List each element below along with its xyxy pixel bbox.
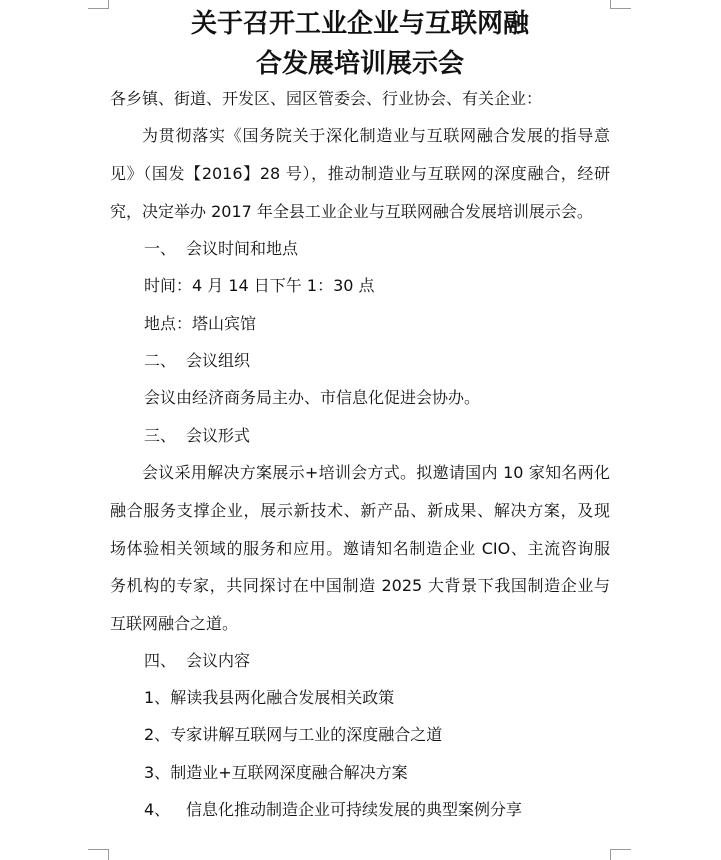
section-2-heading bbox=[144, 348, 610, 374]
content-item-3-text: 制造业+互联网深度融合解决方案 bbox=[170, 763, 408, 782]
meeting-time: 时间：4 月 14 日下午 1：30 点 bbox=[144, 276, 375, 295]
section-4-number: 四、 bbox=[144, 651, 177, 670]
intro-line-2: 见》（国发【2016】28 号），推动制造业与互联网的深度融合，经研 bbox=[110, 164, 610, 183]
crop-mark-top-left bbox=[88, 0, 109, 9]
content-item-1-number: 1、 bbox=[144, 688, 171, 707]
content-item-4-text: 信息化推动制造企业可持续发展的典型案例分享 bbox=[186, 800, 523, 819]
section-3-line-4: 务机构的专家，共同探讨在中国制造 2025 大背景下我国制造企业与 bbox=[110, 576, 610, 595]
content-item-2-text: 专家讲解互联网与工业的深度融合之道 bbox=[170, 725, 443, 744]
content-item-3 bbox=[144, 760, 610, 786]
crop-mark-bottom-right bbox=[610, 849, 631, 860]
content-item-3-number: 3、 bbox=[144, 763, 171, 782]
content-item-2 bbox=[144, 722, 610, 748]
intro-line-1: 为贯彻落实《国务院关于深化制造业与互联网融合发展的指导意 bbox=[142, 126, 610, 145]
intro-line-3: 究，决定举办 2017 年全县工业企业与互联网融合发展培训展示会。 bbox=[110, 202, 593, 221]
section-3-title: 会议形式 bbox=[186, 426, 251, 445]
section-3-line-1: 会议采用解决方案展示+培训会方式。拟邀请国内 10 家知名两化 bbox=[142, 463, 610, 482]
section-3-line-2: 融合服务支撑企业，展示新技术、新产品、新成果、解决方案，及现 bbox=[110, 501, 610, 520]
document-title-line-1: 关于召开工业企业与互联网融 bbox=[190, 9, 529, 39]
section-3-line-3: 场体验相关领域的服务和应用。邀请知名制造企业 CIO、主流咨询服 bbox=[110, 539, 610, 558]
section-3-heading bbox=[144, 423, 610, 449]
content-item-4-number: 4、 bbox=[144, 800, 171, 819]
section-1-heading bbox=[144, 236, 610, 262]
section-2-title: 会议组织 bbox=[186, 351, 251, 370]
meeting-place: 地点：塔山宾馆 bbox=[144, 314, 257, 333]
content-item-1-text: 解读我县两化融合发展相关政策 bbox=[170, 688, 395, 707]
crop-mark-bottom-left bbox=[88, 849, 109, 860]
section-3-line-5: 互联网融合之道。 bbox=[110, 614, 239, 633]
section-2-text: 会议由经济商务局主办、市信息化促进会协办。 bbox=[144, 388, 481, 407]
crop-mark-top-right bbox=[610, 0, 631, 9]
section-4-title: 会议内容 bbox=[186, 651, 251, 670]
section-1-number: 一、 bbox=[144, 239, 177, 258]
addressee: 各乡镇、街道、开发区、园区管委会、行业协会、有关企业： bbox=[110, 89, 543, 108]
section-1-title: 会议时间和地点 bbox=[186, 239, 299, 258]
document-title-line-2: 合发展培训展示会 bbox=[255, 49, 464, 79]
content-item-4 bbox=[144, 797, 610, 823]
content-item-1 bbox=[144, 685, 610, 711]
section-3-number: 三、 bbox=[144, 426, 177, 445]
section-2-number: 二、 bbox=[144, 351, 177, 370]
content-item-2-number: 2、 bbox=[144, 725, 171, 744]
section-4-heading bbox=[144, 648, 610, 674]
